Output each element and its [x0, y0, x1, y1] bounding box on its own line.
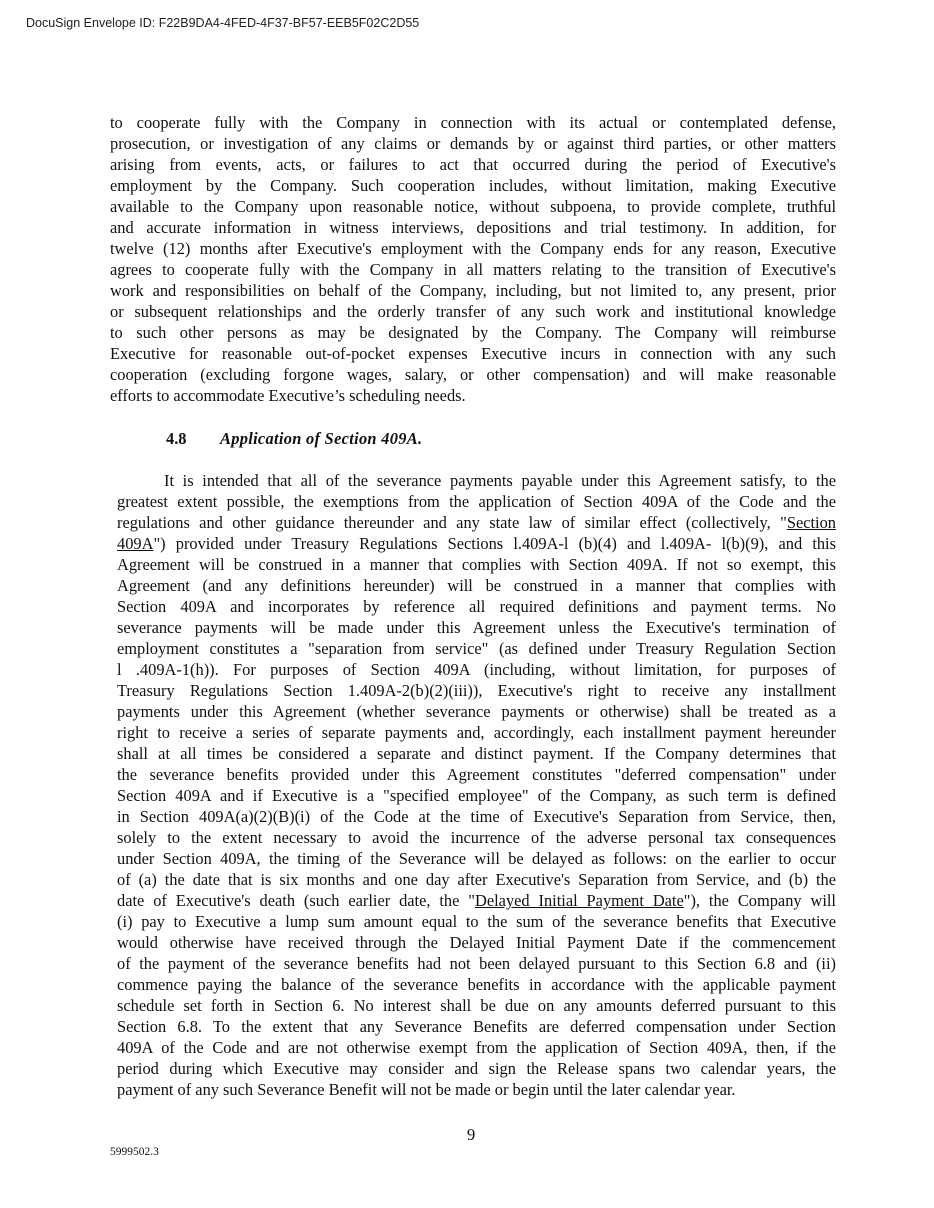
- text-line: [117, 890, 836, 911]
- text-line: shall at all times be considered a separate and distinct payment. If the Company determines that: [117, 744, 836, 763]
- text-line: Section 6.8. To the extent that any Severance Benefits are deferred compensation under Section: [117, 1017, 836, 1036]
- text-line: 409A of the Code and are not otherwise exempt from the application of Section 409A, then, if the: [117, 1038, 836, 1057]
- text-line: arising from events, acts, or failures to act that occurred during the period of Executive's: [110, 155, 836, 174]
- text-line: l .409A-1(h)). For purposes of Section 409A (including, without limitation, for purposes of: [117, 660, 836, 679]
- text-line: to such other persons as may be designated by the Company. The Company will reimburse: [110, 323, 836, 342]
- text-line: cooperation (excluding forgone wages, salary, or other compensation) and will make reasonable: [110, 365, 836, 384]
- text-span: "), the Company will: [683, 891, 836, 910]
- text-line: employment constitutes a "separation from service" (as defined under Treasury Regulation Section: [117, 639, 836, 658]
- text-line: agrees to cooperate fully with the Company in all matters relating to the transition of Executive's: [110, 260, 836, 279]
- cooperation-paragraph: [110, 112, 836, 406]
- text-line: twelve (12) months after Executive's employment with the Company ends for any reason, Executive: [110, 239, 836, 258]
- text-line: under Section 409A, the timing of the Severance will be delayed as follows: on the earlier to occur: [117, 849, 836, 868]
- text-line: prosecution, or investigation of any claims or demands by or against third parties, or other matters: [110, 134, 836, 153]
- text-line: period during which Executive may consider and sign the Release spans two calendar years, the: [117, 1059, 836, 1078]
- text-line: to cooperate fully with the Company in connection with its actual or contemplated defense,: [110, 113, 836, 132]
- text-line: solely to the extent necessary to avoid the incurrence of the adverse personal tax consequences: [117, 828, 836, 847]
- text-line: Executive for reasonable out-of-pocket expenses Executive incurs in connection with any such: [110, 344, 836, 363]
- text-line: right to receive a series of separate payments and, accordingly, each installment payment hereunder: [117, 723, 836, 742]
- text-line: or subsequent relationships and the orderly transfer of any such work and institutional knowledge: [110, 302, 836, 321]
- text-line: Agreement will be construed in a manner that complies with Section 409A. If not so exempt, this: [117, 555, 836, 574]
- text-line: work and responsibilities on behalf of the Company, including, but not limited to, any present, prior: [110, 281, 836, 300]
- text-line: of (a) the date that is six months and one day after Executive's Separation from Service, and (b) the: [117, 870, 836, 889]
- text-line: of the payment of the severance benefits had not been delayed pursuant to this Section 6.8 and (ii): [117, 954, 836, 973]
- text-line: payment of any such Severance Benefit will not be made or begin until the later calendar year.: [117, 1080, 736, 1099]
- defined-term-delayed-initial-payment-date: Delayed Initial Payment Date: [475, 891, 684, 910]
- text-line: Treasury Regulations Section 1.409A-2(b)(2)(iii)), Executive's right to receive any installment: [117, 681, 836, 700]
- defined-term-section-409a: 409A: [117, 534, 154, 553]
- section-heading: [166, 428, 422, 450]
- text-line: and accurate information in witness interviews, depositions and trial testimony. In addition, for: [110, 218, 836, 237]
- document-number: 5999502.3: [110, 1146, 159, 1158]
- text-line: payments under this Agreement (whether severance payments or otherwise) shall be treated as a: [117, 702, 836, 721]
- text-line: [117, 512, 836, 533]
- text-span: ") provided under Treasury Regulations Sections l.409A-l (b)(4) and l.409A- l(b)(9), and this: [153, 534, 836, 553]
- text-line: employment by the Company. Such cooperation includes, without limitation, making Executive: [110, 176, 836, 195]
- text-line: [117, 533, 836, 554]
- text-line: Section 409A and if Executive is a "specified employee" of the Company, as such term is defined: [117, 786, 836, 805]
- text-line: Section 409A and incorporates by reference all required definitions and payment terms. No: [117, 597, 836, 616]
- page-number: 9: [467, 1125, 476, 1144]
- text-line: It is intended that all of the severance payments payable under this Agreement satisfy, to the: [164, 471, 836, 490]
- defined-term-section-409a: Section: [786, 513, 836, 532]
- text-line: Agreement (and any definitions hereunder) will be construed in a manner that complies with: [117, 576, 836, 595]
- text-span: regulations and other guidance thereunder and any state law of similar effect (collectively, ": [117, 513, 787, 532]
- text-line: the severance benefits provided under this Agreement constitutes "deferred compensation" under: [117, 765, 836, 784]
- text-line: commence paying the balance of the severance benefits in accordance with the applicable payment: [117, 975, 836, 994]
- section-number: 4.8: [166, 429, 187, 448]
- text-line: available to the Company upon reasonable notice, without subpoena, to provide complete, truthful: [110, 197, 836, 216]
- text-line: greatest extent possible, the exemptions from the application of Section 409A of the Code and the: [117, 492, 836, 511]
- text-line: in Section 409A(a)(2)(B)(i) of the Code at the time of Executive's Separation from Service, then,: [117, 807, 836, 826]
- section-title: Application of Section 409A.: [220, 429, 423, 448]
- section-409a-paragraph: [117, 470, 836, 1100]
- text-line: (i) pay to Executive a lump sum amount equal to the sum of the severance benefits that Executive: [117, 912, 836, 931]
- text-line: severance payments will be made under this Agreement unless the Executive's termination of: [117, 618, 836, 637]
- text-span: date of Executive's death (such earlier date, the ": [117, 891, 475, 910]
- text-line: schedule set forth in Section 6. No interest shall be due on any amounts deferred pursuant to this: [117, 996, 836, 1015]
- text-line: efforts to accommodate Executive’s scheduling needs.: [110, 386, 466, 405]
- text-line: would otherwise have received through the Delayed Initial Payment Date if the commencement: [117, 933, 836, 952]
- docusign-envelope-id: DocuSign Envelope ID: F22B9DA4-4FED-4F37-BF57-EEB5F02C2D55: [26, 16, 420, 30]
